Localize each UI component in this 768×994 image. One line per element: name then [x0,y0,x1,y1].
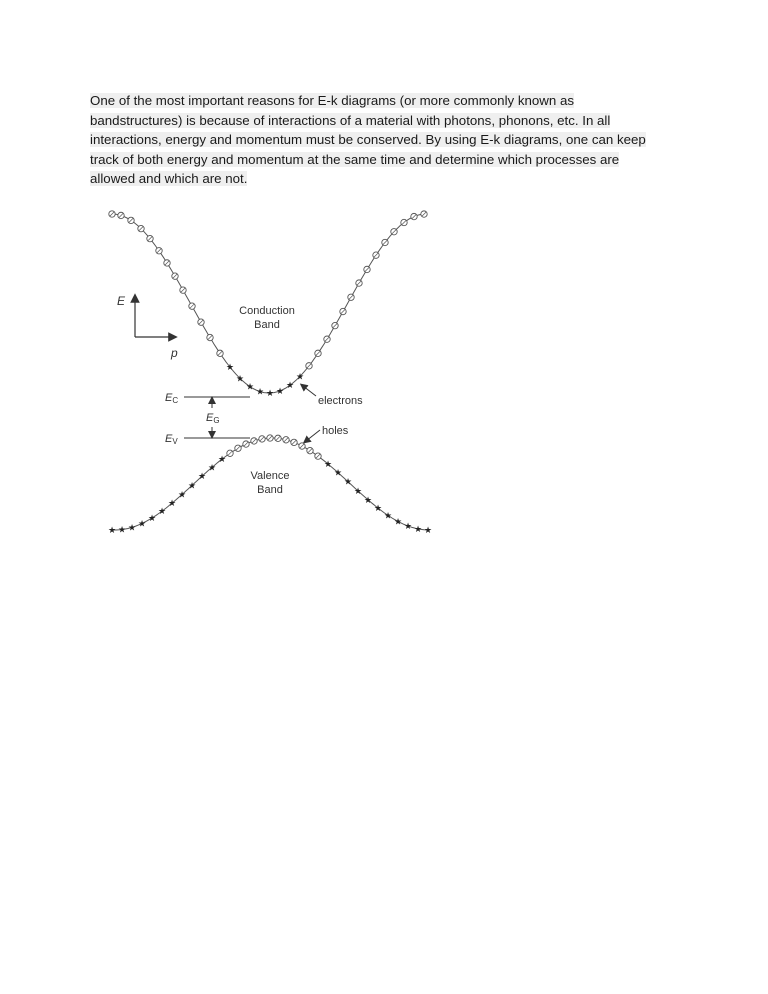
valence-band-label-2: Band [257,484,283,496]
svg-text:★: ★ [157,506,167,517]
svg-text:★: ★ [107,525,117,535]
electrons-pointer-icon [303,386,316,396]
svg-text:★: ★ [117,524,127,535]
holes-pointer-icon [306,430,320,441]
svg-text:★: ★ [207,462,217,473]
svg-text:★: ★ [235,373,245,384]
energy-axis-label: E [117,294,126,308]
conduction-band-label-2: Band [254,319,280,331]
svg-text:★: ★ [423,524,433,535]
svg-text:★: ★ [373,503,383,514]
conduction-band-label: Conduction [239,305,295,317]
svg-text:★: ★ [265,387,275,398]
paragraph-line: allowed and which are not. [90,171,248,187]
svg-text:★: ★ [137,518,147,529]
svg-text:★: ★ [403,520,413,531]
svg-text:★: ★ [147,512,157,523]
holes-label: holes [322,425,349,437]
svg-text:★: ★ [167,498,177,509]
svg-text:★: ★ [363,494,373,505]
svg-text:★: ★ [245,381,255,392]
axis-indicator [117,294,178,360]
svg-text:★: ★ [225,362,235,373]
paragraph-line: One of the most important reasons for E-k diagrams (or more commonly known as [90,93,575,108]
svg-text:★: ★ [127,522,137,533]
conduction-band-curve [112,214,426,393]
paragraph-line: interactions, energy and momentum must be conserved. By using E-k diagrams, one can keep [90,132,646,148]
ev-label: EV [165,433,178,446]
svg-text:★: ★ [197,471,207,482]
svg-text:★: ★ [275,385,285,396]
svg-text:★: ★ [177,489,187,500]
ec-label: EC [165,392,179,405]
svg-text:★: ★ [217,454,227,465]
svg-text:★: ★ [383,510,393,521]
svg-text:★: ★ [295,371,305,382]
valence-band-label: Valence [250,470,290,482]
svg-text:★: ★ [353,485,363,496]
eg-label: EG [206,412,220,425]
svg-text:★: ★ [187,480,197,491]
svg-text:★: ★ [343,476,353,487]
paragraph-line: track of both energy and momentum at the same time and determine which processes are [90,151,620,167]
paragraph-line: bandstructures) is because of interactions of a material with photons, phonons, etc. In all [90,112,611,128]
svg-text:★: ★ [323,458,333,469]
svg-text:★: ★ [393,516,403,527]
momentum-axis-label: p [171,346,178,360]
svg-text:★: ★ [413,523,423,534]
electrons-label: electrons [318,395,363,407]
svg-text:★: ★ [333,467,343,478]
svg-text:★: ★ [285,380,295,391]
svg-text:★: ★ [255,386,265,397]
